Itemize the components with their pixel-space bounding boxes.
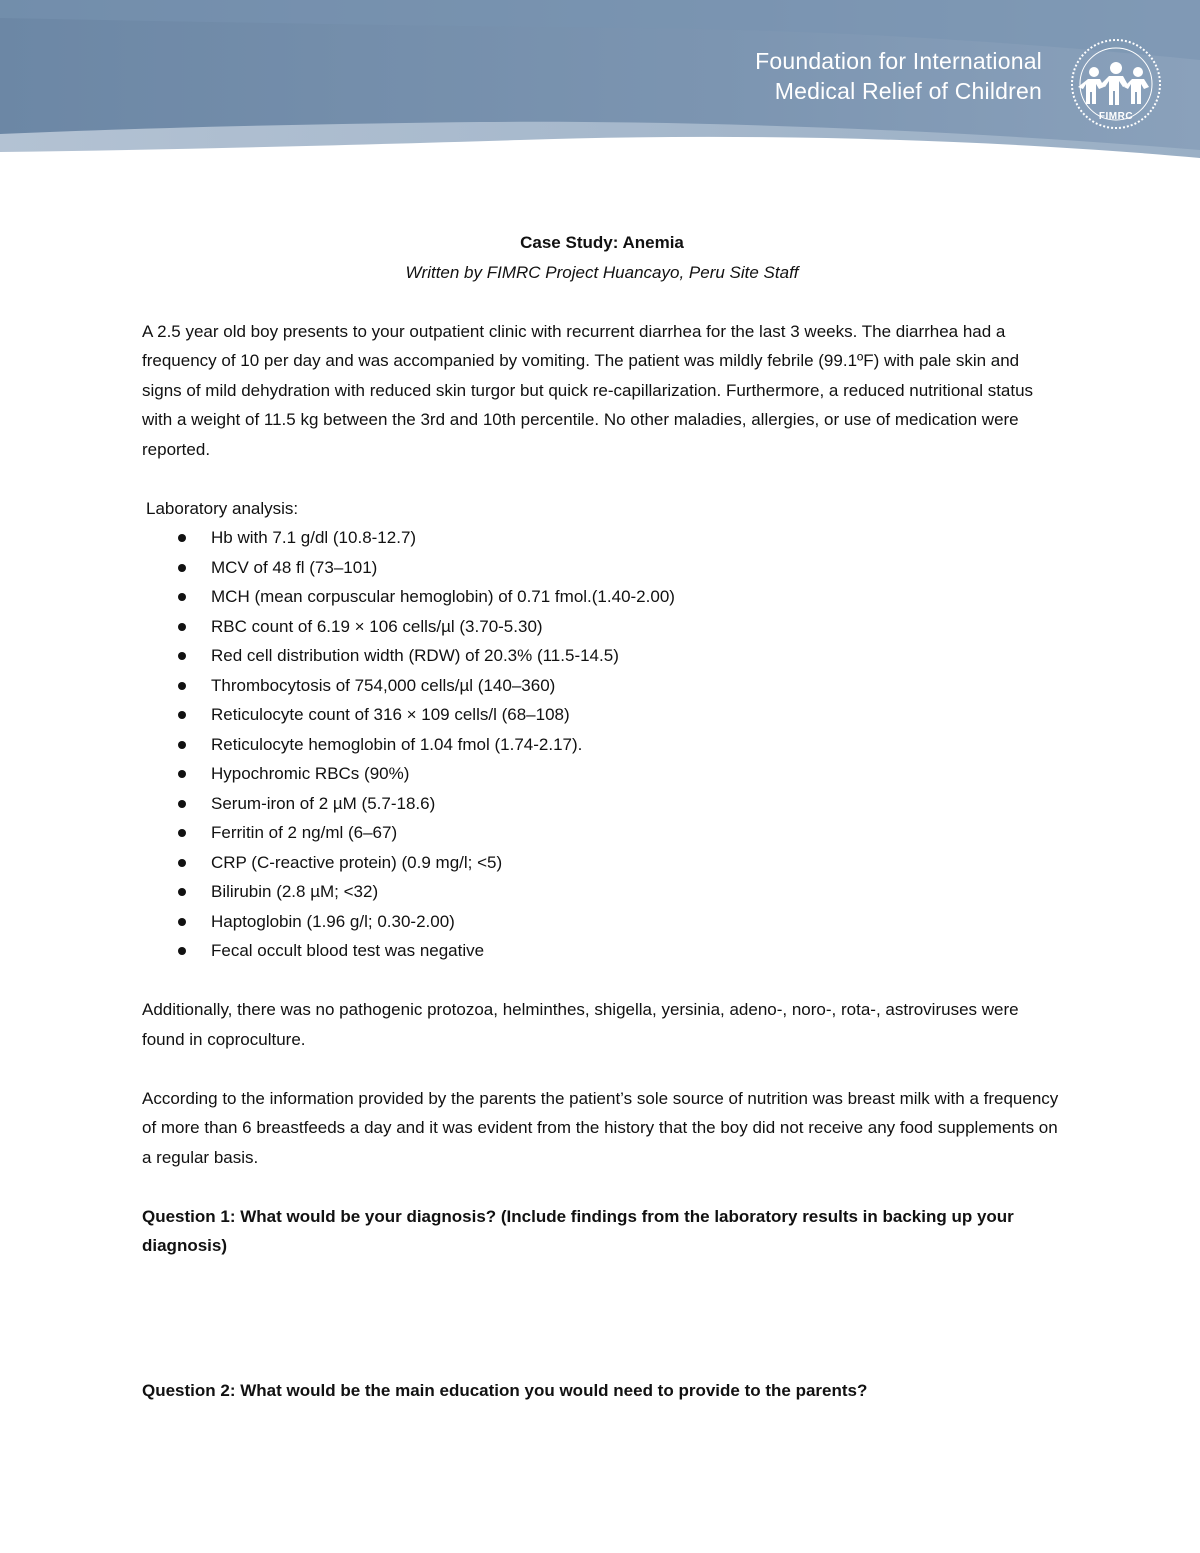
bullet-icon — [178, 534, 186, 542]
lab-result-item: Reticulocyte hemoglobin of 1.04 fmol (1.74-2.17). — [142, 730, 1062, 760]
bullet-icon — [178, 918, 186, 926]
case-study-body — [142, 228, 1062, 1261]
organization-name — [755, 46, 1042, 106]
lab-result-item: MCH (mean corpuscular hemoglobin) of 0.71 fmol.(1.40-2.00) — [142, 582, 1062, 612]
bullet-icon — [178, 711, 186, 719]
lab-result-item: Haptoglobin (1.96 g/l; 0.30-2.00) — [142, 907, 1062, 937]
bullet-icon — [178, 652, 186, 660]
bullet-icon — [178, 593, 186, 601]
page-header — [0, 0, 1200, 170]
additional-findings-paragraph: Additionally, there was no pathogenic protozoa, helminthes, shigella, yersinia, adeno-, noro-, rota-, astroviruses were found in coproculture. — [142, 1000, 1019, 1049]
org-name-line-1: Foundation for International — [755, 48, 1042, 74]
bullet-icon — [178, 682, 186, 690]
lab-result-item: Reticulocyte count of 316 × 109 cells/l (68–108) — [142, 700, 1062, 730]
question-1: Question 1: What would be your diagnosis? (Include findings from the laboratory results in backing up your diagnosis) — [142, 1206, 1014, 1255]
nutrition-history-paragraph: According to the information provided by the parents the patient’s sole source of nutrition was breast milk with a frequency of more than 6 breastfeeds a day and it was evident from the history that the boy did not receive any food supplements on a regular basis. — [142, 1088, 1059, 1167]
lab-results-list — [142, 523, 1062, 966]
bullet-icon — [178, 829, 186, 837]
bullet-icon — [178, 800, 186, 808]
lab-result-item: Red cell distribution width (RDW) of 20.3% (11.5-14.5) — [142, 641, 1062, 671]
question-2: Question 2: What would be the main education you would need to provide to the parents? — [142, 1381, 868, 1400]
lab-result-item: Ferritin of 2 ng/ml (6–67) — [142, 818, 1062, 848]
org-name-line-2: Medical Relief of Children — [774, 78, 1042, 104]
lab-result-item: CRP (C-reactive protein) (0.9 mg/l; <5) — [142, 848, 1062, 878]
case-intro-paragraph: A 2.5 year old boy presents to your outpatient clinic with recurrent diarrhea for the last 3 weeks. The diarrhea had a frequency of 10 per day and was accompanied by vomiting. The patient was mildly febrile (99.1ºF) with pale skin and signs of mild dehydration with reduced skin turgor but quick re-capillarization. Furthermore, a reduced nutritional status with a weight of 11.5 kg between the 3rd and 10th percentile. No other maladies, allergies, or use of medication were reported. — [142, 321, 1034, 459]
lab-result-item: MCV of 48 fl (73–101) — [142, 553, 1062, 583]
logo-wordmark: FIMRC — [1098, 111, 1134, 122]
lab-analysis-heading: Laboratory analysis: — [146, 498, 299, 518]
document-title: Case Study: Anemia — [520, 233, 684, 252]
lab-result-item: Hb with 7.1 g/dl (10.8-12.7) — [142, 523, 1062, 553]
bullet-icon — [178, 888, 186, 896]
lab-result-item: Fecal occult blood test was negative — [142, 936, 1062, 966]
lab-result-item: Bilirubin (2.8 µM; <32) — [142, 877, 1062, 907]
bullet-icon — [178, 741, 186, 749]
lab-result-item: Thrombocytosis of 754,000 cells/µl (140–360) — [142, 671, 1062, 701]
bullet-icon — [178, 859, 186, 867]
bullet-icon — [178, 564, 186, 572]
lab-result-item: RBC count of 6.19 × 106 cells/µl (3.70-5.30) — [142, 612, 1062, 642]
lab-result-item: Hypochromic RBCs (90%) — [142, 759, 1062, 789]
bullet-icon — [178, 623, 186, 631]
bullet-icon — [178, 770, 186, 778]
lab-result-item: Serum-iron of 2 µM (5.7-18.6) — [142, 789, 1062, 819]
bullet-icon — [178, 947, 186, 955]
question-2-block — [142, 1376, 1062, 1406]
document-subtitle: Written by FIMRC Project Huancayo, Peru Site Staff — [405, 262, 799, 282]
